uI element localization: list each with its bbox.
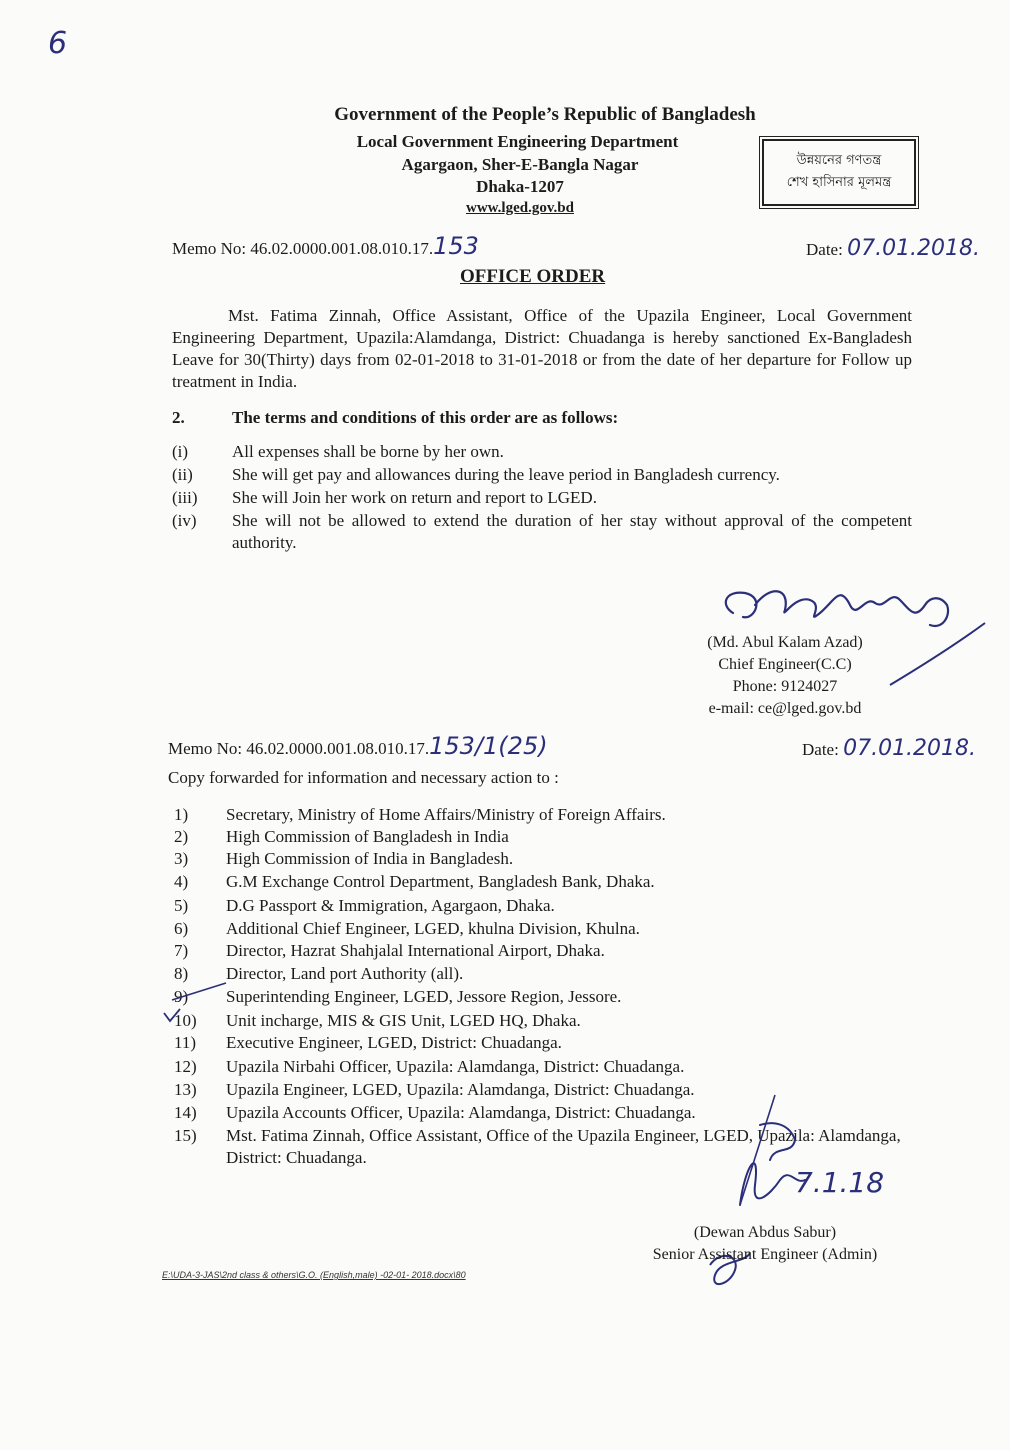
copy-number: 5) bbox=[174, 896, 189, 915]
copy-number: 13) bbox=[174, 1080, 197, 1099]
copy-number: 8) bbox=[174, 964, 189, 983]
memo-handwritten-number: 153 bbox=[433, 232, 479, 260]
term-item bbox=[172, 441, 912, 463]
handwritten-date: 07.01.2018. bbox=[847, 236, 981, 261]
term-number: (iii) bbox=[172, 488, 198, 507]
copy-number: 9) bbox=[174, 987, 189, 1006]
copy-number: 2) bbox=[174, 827, 189, 846]
copy-text: Superintending Engineer, LGED, Jessore Region, Jessore. bbox=[226, 987, 622, 1006]
copy-list-item bbox=[174, 804, 914, 826]
copy-text: Director, Hazrat Shahjalal International Airport, Dhaka. bbox=[226, 941, 605, 960]
date-label: Date: bbox=[802, 740, 839, 759]
copy-list-item bbox=[174, 871, 914, 893]
copy-text: High Commission of Bangladesh in India bbox=[226, 827, 509, 846]
memo-date-1 bbox=[806, 236, 980, 261]
section-number: 2. bbox=[172, 408, 185, 427]
copy-list-item bbox=[174, 895, 914, 917]
term-number: (i) bbox=[172, 442, 189, 461]
page-number-mark: 6 bbox=[48, 26, 68, 61]
memo-date-2 bbox=[802, 736, 976, 761]
copy-number: 11) bbox=[174, 1033, 197, 1052]
copy-number: 7) bbox=[174, 941, 189, 960]
copy-list-item bbox=[174, 940, 914, 962]
memo-label: Memo No: 46.02.0000.001.08.010.17. bbox=[168, 739, 430, 758]
copy-text: G.M Exchange Control Department, Bangladesh Bank, Dhaka. bbox=[226, 872, 655, 891]
copy-text: Mst. Fatima Zinnah, Office Assistant, Office of the Upazila Engineer, LGED, Upazila: Alamdanga, District: Chuadanga. bbox=[226, 1126, 901, 1167]
copy-number: 15) bbox=[174, 1126, 197, 1145]
header-city: Dhaka-1207 bbox=[476, 177, 564, 196]
header-government: Government of the People’s Republic of Bangladesh bbox=[334, 104, 756, 125]
term-item bbox=[172, 464, 912, 486]
copy-number: 4) bbox=[174, 872, 189, 891]
copy-number: 6) bbox=[174, 919, 189, 938]
term-number: (iv) bbox=[172, 511, 197, 530]
date-label: Date: bbox=[806, 240, 843, 259]
signatory-phone: Phone: 9124027 bbox=[732, 678, 838, 695]
handwritten-date: 07.01.2018. bbox=[843, 736, 977, 761]
copy-text: Upazila Engineer, LGED, Upazila: Alamdanga, District: Chuadanga. bbox=[226, 1080, 695, 1099]
copy-text: D.G Passport & Immigration, Agargaon, Dhaka. bbox=[226, 896, 555, 915]
term-number: (ii) bbox=[172, 465, 193, 484]
copy-number: 12) bbox=[174, 1057, 197, 1076]
copy-list-item bbox=[174, 963, 914, 985]
copy-text: Upazila Nirbahi Officer, Upazila: Alamdanga, District: Chuadanga. bbox=[226, 1057, 685, 1076]
term-item bbox=[172, 510, 912, 554]
copy-text: Upazila Accounts Officer, Upazila: Alamdanga, District: Chuadanga. bbox=[226, 1103, 696, 1122]
copy-text: High Commission of India in Bangladesh. bbox=[226, 849, 514, 868]
header-department: Local Government Engineering Department bbox=[356, 132, 679, 151]
term-text: She will not be allowed to extend the duration of her stay without approval of the competent authority. bbox=[232, 511, 912, 552]
handwritten-tick-marks bbox=[160, 975, 240, 1025]
terms-heading: The terms and conditions of this order are as follows: bbox=[232, 408, 619, 427]
copy-list-item bbox=[174, 1010, 914, 1032]
term-text: She will get pay and allowances during the leave period in Bangladesh currency. bbox=[232, 465, 780, 484]
header-address: Agargaon, Sher-E-Bangla Nagar bbox=[401, 155, 639, 174]
copy-list-item bbox=[174, 1056, 914, 1078]
copy-intro: Copy forwarded for information and necessary action to : bbox=[168, 768, 559, 787]
copy-number: 10) bbox=[174, 1011, 197, 1030]
memo-number-1 bbox=[172, 232, 479, 260]
signatory-2 bbox=[620, 1222, 910, 1266]
handwritten-date-signature: 7.1.18 bbox=[795, 1166, 885, 1199]
memo-number-2 bbox=[168, 732, 548, 760]
copy-text: Director, Land port Authority (all). bbox=[226, 964, 464, 983]
copy-list-item bbox=[174, 1032, 914, 1054]
office-order-title: OFFICE ORDER bbox=[460, 266, 606, 287]
copy-text: Unit incharge, MIS & GIS Unit, LGED HQ, Dhaka. bbox=[226, 1011, 581, 1030]
memo-label: Memo No: 46.02.0000.001.08.010.17. bbox=[172, 239, 434, 258]
order-paragraph: Mst. Fatima Zinnah, Office Assistant, Office of the Upazila Engineer, Local Government Engineering Department, Upazila:Alamdanga, District: Chuadanga is hereby sanctioned Ex-Bangladesh Leave for 30(Thirty) days from 02-01-2018 to 31-01-2018 or from the date of her departure for Follow up treatment in India. bbox=[172, 306, 912, 391]
copy-text: Additional Chief Engineer, LGED, khulna Division, Khulna. bbox=[226, 919, 640, 938]
memo-handwritten-number: 153/1(25) bbox=[429, 732, 548, 760]
header-website[interactable]: www.lged.gov.bd bbox=[466, 200, 574, 216]
copy-text: Executive Engineer, LGED, District: Chuadanga. bbox=[226, 1033, 562, 1052]
motto-line-1: উন্নয়নের গণতন্ত্র bbox=[796, 153, 882, 168]
copy-list-item bbox=[174, 986, 914, 1008]
footer-file-path: E:\UDA-3-JAS\2nd class & others\G.O. (English,male) -02-01- 2018.docx\80 bbox=[162, 1270, 466, 1280]
copy-number: 14) bbox=[174, 1103, 197, 1122]
signatory-1 bbox=[680, 632, 890, 720]
term-item bbox=[172, 487, 912, 509]
copy-list-item bbox=[174, 918, 914, 940]
copy-list-item bbox=[174, 848, 914, 870]
term-text: All expenses shall be borne by her own. bbox=[232, 442, 504, 461]
copy-number: 3) bbox=[174, 849, 189, 868]
copy-text: Secretary, Ministry of Home Affairs/Ministry of Foreign Affairs. bbox=[226, 805, 666, 824]
motto-line-2: শেখ হাসিনার মূলমন্ত্র bbox=[786, 175, 892, 190]
motto-box bbox=[762, 139, 916, 206]
copy-list-item bbox=[174, 826, 914, 848]
signatory-name: (Dewan Abdus Sabur) bbox=[693, 1224, 837, 1241]
signatory-email[interactable]: e-mail: ce@lged.gov.bd bbox=[708, 700, 862, 717]
signatory-name: (Md. Abul Kalam Azad) bbox=[707, 634, 863, 651]
signatory-title: Senior Assistant Engineer (Admin) bbox=[652, 1246, 878, 1263]
signatory-title: Chief Engineer(C.C) bbox=[718, 656, 852, 673]
term-text: She will Join her work on return and report to LGED. bbox=[232, 488, 597, 507]
copy-number: 1) bbox=[174, 805, 189, 824]
